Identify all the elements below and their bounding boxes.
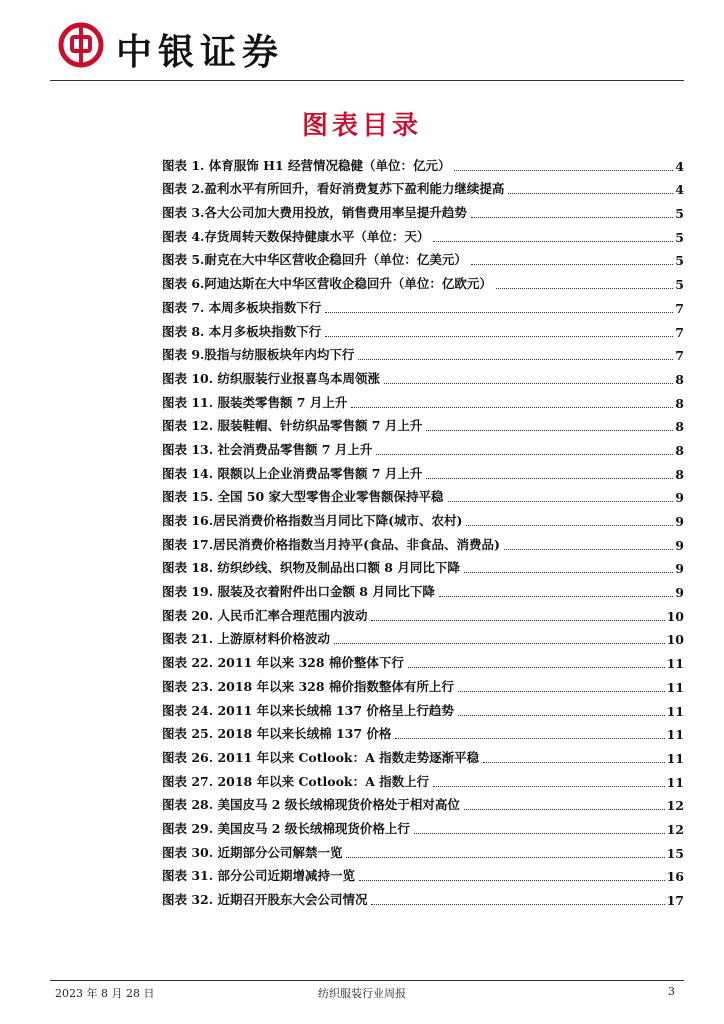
- toc-entry[interactable]: [162, 529, 684, 553]
- toc-leader-dots: [454, 170, 673, 171]
- toc-entry[interactable]: [162, 434, 684, 458]
- footer-date: 2023 年 8 月 28 日: [55, 987, 155, 1000]
- toc-entry-label: 图表 24. 2011 年以来长绒棉 137 价格呈上行趋势: [162, 702, 454, 718]
- header-divider: [50, 80, 684, 81]
- toc-entry-label: 图表 12. 服装鞋帽、针纺织品零售额 7 月上升: [162, 418, 423, 434]
- toc-entry-label: 图表 22. 2011 年以来 328 棉价整体下行: [162, 655, 404, 671]
- toc-entry-label: 图表 32. 近期召开股东大会公司情况: [162, 892, 368, 907]
- toc-leader-dots: [464, 809, 665, 810]
- toc-leader-dots: [466, 525, 673, 526]
- toc-entry-label: 图表 20. 人民币汇率合理范围内波动: [162, 607, 368, 623]
- brand-name: 中银证券: [116, 32, 285, 73]
- toc-entry-page: 12: [666, 798, 684, 814]
- toc-entry-page: 8: [675, 371, 684, 387]
- toc-entry[interactable]: [162, 790, 684, 814]
- toc-leader-dots: [351, 407, 673, 408]
- page-title: 图表目录: [301, 111, 422, 141]
- toc-leader-dots: [433, 786, 664, 787]
- footer-page-number: 3: [668, 985, 675, 998]
- toc-entry[interactable]: [162, 292, 684, 316]
- toc-leader-dots: [395, 738, 664, 739]
- toc-entry[interactable]: [162, 174, 684, 198]
- boc-logo-icon: [58, 22, 104, 68]
- toc-leader-dots: [426, 478, 673, 479]
- toc-entry[interactable]: [162, 742, 684, 766]
- toc-leader-dots: [359, 880, 665, 881]
- toc-leader-dots: [439, 596, 673, 597]
- toc-entry-label: 图表 29. 美国皮马 2 级长绒棉现货价格上行: [162, 820, 410, 836]
- footer-divider: [50, 980, 684, 981]
- toc-leader-dots: [496, 288, 673, 289]
- toc-entry-page: 11: [666, 774, 684, 790]
- toc-entry[interactable]: [162, 458, 684, 482]
- toc-entry-page: 5: [675, 277, 684, 293]
- toc-leader-dots: [426, 430, 673, 431]
- toc-leader-dots: [325, 312, 673, 313]
- toc-entry-page: 7: [675, 348, 684, 364]
- toc-entry[interactable]: [162, 482, 684, 506]
- toc-entry-label: 图表 7. 本周多板块指数下行: [162, 299, 322, 315]
- toc-entry-page: 8: [675, 419, 684, 435]
- toc-entry-page: 9: [675, 537, 684, 553]
- toc-entry-page: 5: [675, 206, 684, 222]
- table-of-figures: [162, 150, 684, 908]
- toc-entry-page: 16: [666, 869, 684, 885]
- toc-entry-page: 9: [675, 585, 684, 601]
- toc-entry-page: 8: [675, 442, 684, 458]
- toc-entry-label: 图表 4.存货周转天数保持健康水平（单位：天）: [162, 228, 430, 244]
- toc-entry-page: 10: [666, 608, 684, 624]
- toc-entry[interactable]: [162, 387, 684, 411]
- toc-entry-label: 图表 10. 纺织服装行业报喜鸟本周领涨: [162, 370, 380, 386]
- toc-entry-label: 图表 3.各大公司加大费用投放，销售费用率呈提升趋势: [162, 205, 467, 221]
- toc-entry[interactable]: [162, 316, 684, 340]
- toc-entry-page: 4: [675, 158, 684, 174]
- toc-entry-label: 图表 30. 近期部分公司解禁一览: [162, 844, 343, 860]
- toc-leader-dots: [384, 383, 673, 384]
- toc-leader-dots: [358, 359, 673, 360]
- toc-leader-dots: [371, 620, 664, 621]
- toc-entry[interactable]: [162, 671, 684, 695]
- toc-entry[interactable]: [162, 268, 684, 292]
- toc-entry-label: 图表 28. 美国皮马 2 级长绒棉现货价格处于相对高位: [162, 797, 460, 813]
- toc-entry[interactable]: [162, 340, 684, 364]
- page-header: [50, 18, 690, 78]
- toc-entry-page: 11: [666, 703, 684, 719]
- toc-entry[interactable]: [162, 837, 684, 861]
- toc-entry[interactable]: [162, 647, 684, 671]
- toc-entry[interactable]: [162, 600, 684, 624]
- toc-leader-dots: [471, 264, 673, 265]
- toc-entry-page: 8: [675, 466, 684, 482]
- toc-entry-label: 图表 26. 2011 年以来 Cotlook：A 指数走势逐渐平稳: [162, 749, 480, 765]
- toc-leader-dots: [433, 241, 673, 242]
- toc-entry[interactable]: [162, 363, 684, 387]
- toc-entry-label: 图表 8. 本月多板块指数下行: [162, 323, 322, 339]
- toc-entry-page: 17: [666, 893, 684, 908]
- toc-entry-page: 7: [675, 324, 684, 340]
- toc-entry[interactable]: [162, 553, 684, 577]
- toc-entry-label: 图表 17.居民消费价格指数当月持平(食品、非食品、消费品): [162, 536, 500, 552]
- toc-entry-page: 5: [675, 253, 684, 269]
- toc-entry-label: 图表 23. 2018 年以来 328 棉价指数整体有所上行: [162, 678, 454, 694]
- toc-entry[interactable]: [162, 245, 684, 269]
- toc-entry[interactable]: [162, 861, 684, 885]
- toc-leader-dots: [504, 549, 673, 550]
- toc-entry-label: 图表 31. 部分公司近期增减持一览: [162, 868, 355, 884]
- toc-leader-dots: [458, 715, 665, 716]
- toc-leader-dots: [334, 643, 665, 644]
- toc-entry-page: 11: [666, 679, 684, 695]
- toc-entry-page: 15: [666, 845, 684, 861]
- toc-entry-page: 4: [675, 182, 684, 198]
- toc-entry-label: 图表 5.耐克在大中华区营收企稳回升（单位：亿美元）: [162, 252, 467, 268]
- toc-leader-dots: [471, 217, 673, 218]
- toc-entry-label: 图表 1. 体育服饰 H1 经营情况稳健（单位：亿元）: [162, 157, 451, 173]
- toc-leader-dots: [448, 501, 674, 502]
- toc-entry-label: 图表 11. 服装类零售额 7 月上升: [162, 394, 348, 410]
- toc-entry-label: 图表 15. 全国 50 家大型零售企业零售额保持平稳: [162, 489, 444, 505]
- toc-entry[interactable]: [162, 411, 684, 435]
- toc-entry-label: 图表 2.盈利水平有所回升，看好消费复苏下盈利能力继续提高: [162, 181, 505, 197]
- toc-entry-label: 图表 25. 2018 年以来长绒棉 137 价格: [162, 726, 392, 742]
- toc-entry-label: 图表 27. 2018 年以来 Cotlook：A 指数上行: [162, 773, 430, 789]
- toc-leader-dots: [325, 336, 673, 337]
- toc-leader-dots: [508, 193, 673, 194]
- footer-report-name: 纺织服装行业周报: [318, 987, 406, 1000]
- toc-entry-label: 图表 6.阿迪达斯在大中华区营收企稳回升（单位：亿欧元）: [162, 276, 492, 292]
- toc-entry[interactable]: [162, 624, 684, 648]
- toc-entry-page: 11: [666, 656, 684, 672]
- toc-entry[interactable]: [162, 884, 684, 908]
- toc-entry-page: 9: [675, 561, 684, 577]
- toc-entry-page: 8: [675, 395, 684, 411]
- toc-leader-dots: [371, 904, 664, 905]
- toc-leader-dots: [376, 454, 673, 455]
- toc-leader-dots: [408, 667, 665, 668]
- toc-entry-label: 图表 21. 上游原材料价格波动: [162, 631, 330, 647]
- toc-leader-dots: [346, 857, 664, 858]
- toc-entry-label: 图表 16.居民消费价格指数当月同比下降(城市、农村): [162, 513, 463, 528]
- toc-entry-label: 图表 9.股指与纺服板块年内均下行: [162, 347, 355, 363]
- toc-entry-page: 12: [666, 821, 684, 837]
- toc-leader-dots: [483, 762, 664, 763]
- toc-entry-label: 图表 14. 限额以上企业消费品零售额 7 月上升: [162, 465, 423, 481]
- toc-entry[interactable]: [162, 150, 684, 174]
- toc-leader-dots: [464, 572, 673, 573]
- toc-entry[interactable]: [162, 197, 684, 221]
- toc-entry[interactable]: [162, 221, 684, 245]
- toc-leader-dots: [414, 833, 665, 834]
- toc-entry-page: 9: [675, 514, 684, 529]
- toc-entry[interactable]: [162, 576, 684, 600]
- toc-entry-page: 11: [666, 727, 684, 743]
- toc-entry-page: 11: [666, 750, 684, 766]
- toc-entry-label: 图表 19. 服装及衣着附件出口金额 8 月同比下降: [162, 584, 435, 600]
- toc-entry-label: 图表 18. 纺织纱线、织物及制品出口额 8 月同比下降: [162, 560, 460, 576]
- toc-entry[interactable]: [162, 719, 684, 743]
- toc-entry-page: 10: [666, 632, 684, 648]
- toc-leader-dots: [458, 691, 665, 692]
- toc-entry[interactable]: [162, 695, 684, 719]
- toc-entry-page: 5: [675, 229, 684, 245]
- toc-entry[interactable]: [162, 505, 684, 529]
- toc-entry-page: 9: [675, 490, 684, 506]
- toc-entry[interactable]: [162, 766, 684, 790]
- toc-entry-page: 7: [675, 300, 684, 316]
- toc-entry-label: 图表 13. 社会消费品零售额 7 月上升: [162, 441, 373, 457]
- toc-entry[interactable]: [162, 813, 684, 837]
